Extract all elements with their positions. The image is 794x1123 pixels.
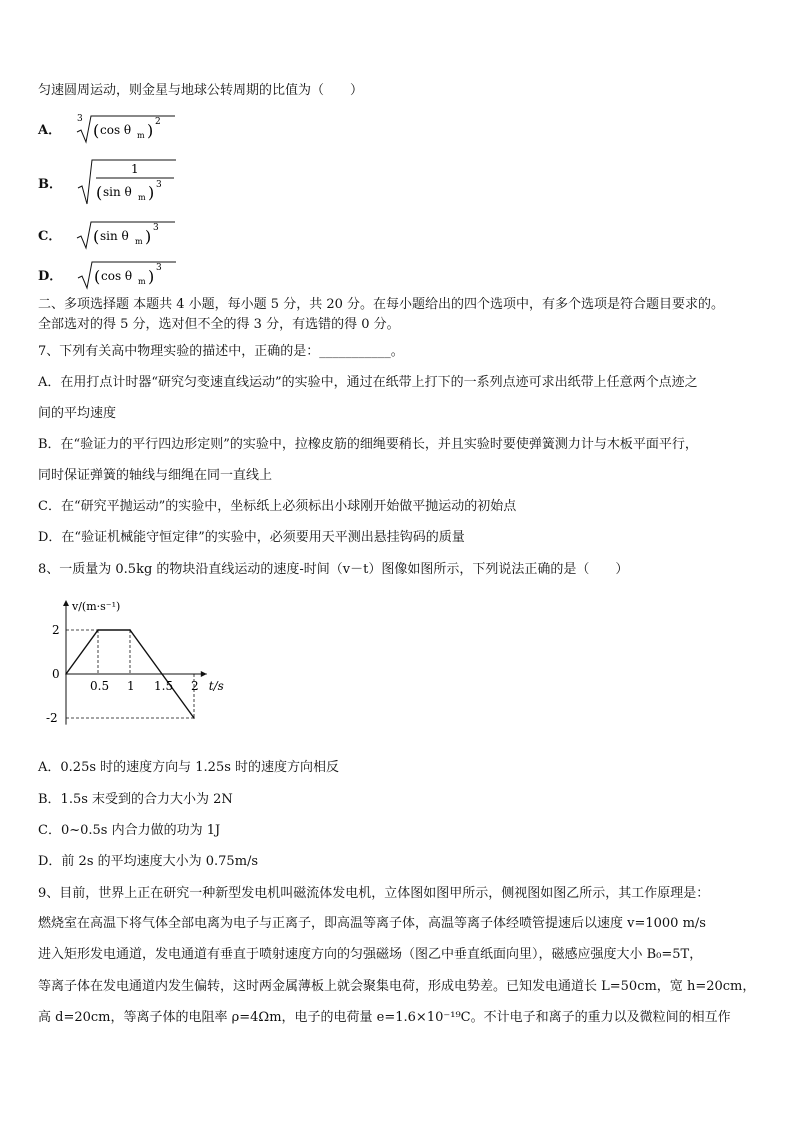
y-axis-arrow (63, 600, 69, 606)
option-c-formula (75, 216, 185, 252)
q7-option-a-line1[interactable]: A．在用打点计时器“研究匀变速直线运动”的实验中，通过在纸带上打下的一系列点迹可求出纸带上任意两个点迹之 (38, 375, 698, 390)
exponent: 3 (156, 180, 162, 190)
fn-text: sin θ (103, 185, 132, 199)
option-b-formula (76, 158, 186, 206)
y-tick-label: -2 (46, 711, 58, 725)
data-point (129, 629, 131, 631)
svg-text:(: ( (96, 183, 103, 202)
q7-option-c[interactable]: C．在“研究平抛运动”的实验中，坐标纸上必须标出小球刚开始做平抛运动的初始点 (38, 499, 517, 514)
fn-text: cos θ (100, 123, 132, 137)
section2-instructions-1: 二、多项选择题 本题共 4 小题，每小题 5 分，共 20 分。在每小题给出的四个选项中，有多个选项是符合题目要求的。 (38, 297, 725, 312)
section2-instructions-2: 全部选对的得 5 分，选对但不全的得 3 分，有选错的得 0 分。 (38, 317, 400, 332)
svg-text:): ) (148, 267, 155, 286)
data-point (65, 673, 67, 675)
fn-text: sin θ (100, 229, 130, 243)
x-axis-arrow (201, 671, 207, 677)
q6-option-a[interactable] (38, 108, 185, 148)
q7-stem: 7、下列有关高中物理实验的描述中，正确的是：___________。 (38, 344, 404, 359)
y-axis-label: v/(m·s⁻¹) (72, 600, 121, 613)
svg-text:): ) (148, 183, 155, 202)
q9-line-5: 高 d=20cm，等离子体的电阻率 ρ=4Ωm，电子的电荷量 e=1.6×10⁻¹⁹C。不计电子和离子的重力以及微粒间的相互作 (38, 1010, 731, 1025)
q9-line-1: 9、目前，世界上正在研究一种新型发电机叫磁流体发电机，立体图如图甲所示，侧视图如图乙所示，其工作原理是： (38, 886, 710, 901)
q7-option-a-line2: 间的平均速度 (38, 406, 117, 421)
q8-option-a[interactable]: A．0.25s 时的速度方向与 1.25s 时的速度方向相反 (38, 760, 340, 775)
q7-option-b-line2: 同时保证弹簧的轴线与细绳在同一直线上 (38, 468, 273, 483)
q8-stem: 8、一质量为 0.5kg 的物块沿直线运动的速度-时间（v－t）图像如图所示，下列说法正确的是（ ） (38, 562, 629, 577)
q9-line-3: 进入矩形发电通道，发电通道有垂直于喷射速度方向的匀强磁场（图乙中垂直纸面向里），磁感应强度大小 B₀=5T， (38, 947, 703, 962)
q7-option-d[interactable]: D．在“验证机械能守恒定律”的实验中，必须要用天平测出悬挂钩码的质量 (38, 530, 465, 545)
data-point (193, 717, 195, 719)
q9-line-4: 等离子体在发电通道内发生偏转，这时两金属薄板上就会聚集电荷，形成电势差。已知发电通道长 L=50cm，宽 h=20cm， (38, 979, 756, 994)
q8-option-c[interactable]: C．0~0.5s 内合力做的功为 1J (38, 823, 221, 838)
option-a-label: A． (38, 122, 62, 138)
x-tick-label: 1.5 (154, 679, 174, 693)
x-axis-label: t/s (208, 679, 224, 693)
exponent: 3 (153, 223, 160, 233)
subscript: m (137, 131, 145, 140)
x-tick-label: 0.5 (90, 679, 110, 693)
q6-option-b[interactable] (38, 158, 186, 206)
q6-stem-tail: 匀速圆周运动，则金星与地球公转周期的比值为（ ） (38, 83, 364, 98)
svg-text:): ) (147, 121, 154, 140)
option-d-label: D． (38, 268, 63, 284)
svg-text:(: ( (93, 227, 100, 246)
q9-line-2: 燃烧室在高温下将气体全部电离为电子与正离子，即高温等离子体，高温等离子体经喷管提速后以速度 v=1000 m/s (38, 916, 706, 931)
svg-text:): ) (145, 227, 152, 246)
vt-graph (38, 592, 248, 742)
x-tick-label: 1 (127, 679, 135, 693)
option-b-label: B． (38, 176, 62, 192)
svg-text:(: ( (94, 267, 101, 286)
root-index: 3 (77, 114, 83, 124)
x-tick-label: 2 (191, 679, 199, 693)
q6-option-c[interactable] (38, 214, 185, 254)
svg-text:(: ( (93, 121, 100, 140)
option-c-label: C． (38, 228, 62, 244)
numerator: 1 (131, 162, 139, 176)
q6-option-d[interactable] (38, 254, 186, 294)
subscript: m (138, 277, 146, 286)
q7-option-b-line1[interactable]: B．在“验证力的平行四边形定则”的实验中，拉橡皮筋的细绳要稍长，并且实验时要使弹簧测力计与木板平面平行， (38, 437, 698, 452)
q8-option-b[interactable]: B．1.5s 末受到的合力大小为 2N (38, 792, 233, 807)
fn-text: cos θ (101, 269, 133, 283)
exponent: 3 (156, 263, 163, 273)
data-point (97, 629, 99, 631)
y-tick-label: 2 (52, 623, 60, 637)
data-point (161, 673, 163, 675)
subscript: m (135, 237, 143, 246)
option-d-formula (76, 256, 186, 292)
q8-option-d[interactable]: D．前 2s 的平均速度大小为 0.75m/s (38, 854, 259, 869)
exponent: 2 (155, 117, 161, 127)
subscript: m (138, 193, 146, 202)
y-tick-label: 0 (52, 667, 60, 681)
option-a-formula (75, 110, 185, 146)
